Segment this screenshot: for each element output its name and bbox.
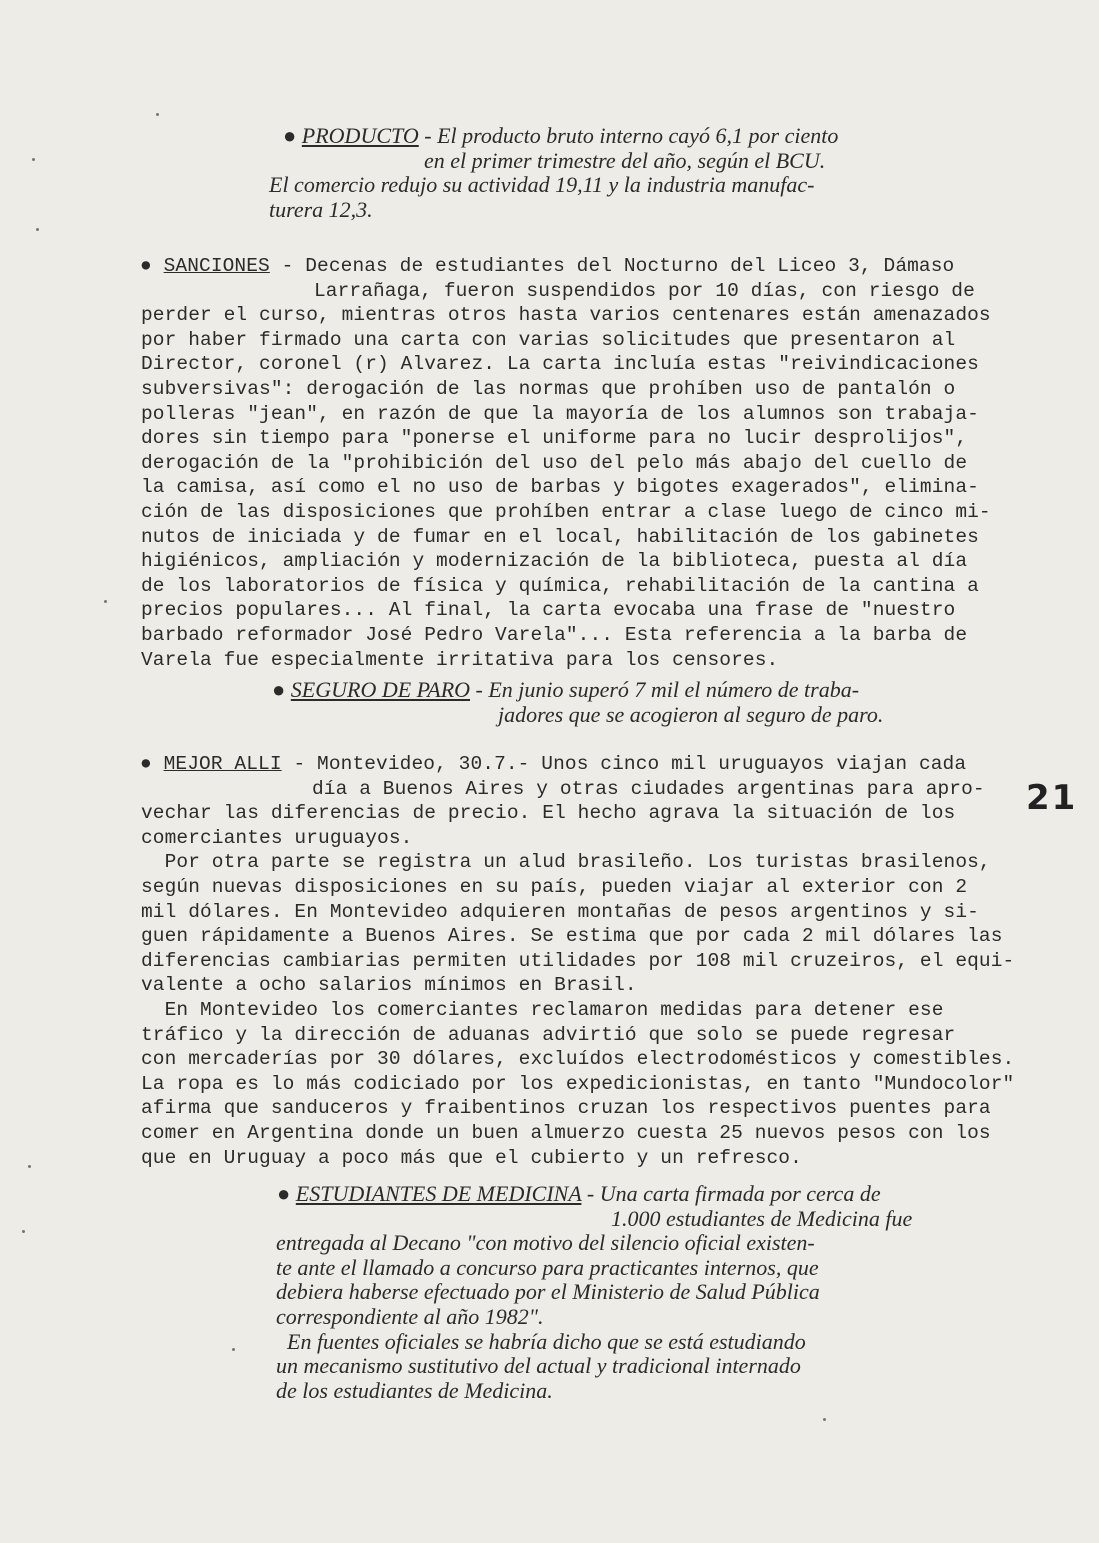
item-text-line: - El producto bruto interno cayó 6,1 por ciento bbox=[418, 123, 839, 148]
item-text-line: debiera haberse efectuado por el Ministerio de Salud Pública bbox=[276, 1279, 820, 1305]
item-text-line: comerciantes uruguayos. bbox=[141, 826, 413, 849]
scan-speck bbox=[32, 158, 35, 161]
item-text-line: un mecanismo sustitutivo del actual y tradicional internado bbox=[276, 1353, 801, 1379]
item-text-line: que en Uruguay a poco más que el cubierto y un refresco. bbox=[141, 1146, 802, 1169]
item-text-line: ción de las disposiciones que prohíben entrar a clase luego de cinco mi- bbox=[141, 500, 991, 523]
item-text-line: subversivas": derogación de las normas que prohíben uso de pantalón o bbox=[141, 377, 956, 400]
item-text-line: dores sin tiempo para "ponerse el uniforme para no lucir desprolijos", bbox=[141, 427, 968, 450]
item-text-line: - Montevideo, 30.7.- Unos cinco mil uruguayos viajan cada bbox=[281, 753, 967, 775]
scan-speck bbox=[156, 113, 159, 116]
bullet-icon: ● bbox=[272, 677, 291, 702]
scan-speck bbox=[104, 600, 107, 603]
item-text-line: entregada al Decano "con motivo del silencio oficial existen- bbox=[276, 1230, 815, 1256]
item-text-line: - Una carta firmada por cerca de bbox=[581, 1181, 881, 1206]
news-item-seguro-de-paro bbox=[0, 678, 883, 727]
item-text-line: nutos de iniciada y de fumar en el local, habilitación de los gabinetes bbox=[141, 525, 979, 548]
news-item-sanciones bbox=[0, 254, 991, 672]
item-text-line: en el primer trimestre del año, según el BCU. bbox=[424, 147, 826, 173]
item-text-line: derogación de la "prohibición del uso del pelo más abajo del cuello de bbox=[141, 451, 968, 474]
item-heading: SEGURO DE PARO bbox=[290, 677, 471, 702]
scan-speck bbox=[232, 1348, 235, 1351]
item-text-line: higiénicos, ampliación y modernización de la biblioteca, puesta al día bbox=[141, 550, 968, 573]
item-text-line: Director, coronel (r) Alvarez. La carta incluía estas "reivindicaciones bbox=[141, 353, 979, 376]
news-item-producto bbox=[0, 124, 838, 222]
item-heading: MEJOR ALLI bbox=[163, 753, 282, 775]
scan-speck bbox=[36, 228, 39, 231]
item-text-line: precios populares... Al final, la carta evocaba una frase de "nuestro bbox=[141, 599, 956, 622]
item-text-line: día a Buenos Aires y otras ciudades argentinas para apro- bbox=[312, 777, 985, 800]
item-text-line: diferencias cambiarias permiten utilidades por 108 mil cruzeiros, el equi- bbox=[141, 949, 1015, 972]
item-text-line: correspondiente al año 1982". bbox=[276, 1303, 544, 1329]
item-text-line: vechar las diferencias de precio. El hecho agrava la situación de los bbox=[141, 802, 956, 825]
item-text-line: La ropa es lo más codiciado por los expedicionistas, en tanto "Mundocolor" bbox=[141, 1072, 1015, 1095]
bullet-icon: ● bbox=[140, 753, 164, 775]
item-text-line: comer en Argentina donde un buen almuerzo cuesta 25 nuevos pesos con los bbox=[141, 1121, 991, 1144]
item-text-line: jadores que se acogieron al seguro de paro. bbox=[498, 701, 884, 727]
item-text-line: 1.000 estudiantes de Medicina fue bbox=[611, 1205, 913, 1231]
item-first-line bbox=[0, 678, 883, 703]
item-text-line: tráfico y la dirección de aduanas advirtió que solo se puede regresar bbox=[141, 1023, 956, 1046]
item-text-line: guen rápidamente a Buenos Aires. Se estima que por cada 2 mil dólares las bbox=[141, 925, 1003, 948]
item-text-line: En fuentes oficiales se habría dicho que se está estudiando bbox=[276, 1328, 806, 1354]
bullet-icon: ● bbox=[283, 123, 302, 148]
bullet-icon: ● bbox=[140, 255, 164, 277]
item-text-line: polleras "jean", en razón de que la mayoría de los alumnos son trabaja- bbox=[141, 402, 979, 425]
item-text-line: de los laboratorios de física y química, rehabilitación de la cantina a bbox=[141, 574, 979, 597]
item-text-line: El comercio redujo su actividad 19,11 y la industria manufac- bbox=[269, 172, 815, 198]
item-text-line: turera 12,3. bbox=[269, 196, 373, 222]
item-text-line: valente a ocho salarios mínimos en Brasil. bbox=[141, 974, 637, 997]
item-heading: ESTUDIANTES DE MEDICINA bbox=[295, 1181, 582, 1206]
item-text-line: Por otra parte se registra un alud brasileño. Los turistas brasilenos, bbox=[141, 851, 991, 874]
item-text-line: te ante el llamado a concurso para practicantes internos, que bbox=[276, 1254, 819, 1280]
news-item-mejor-alli bbox=[0, 752, 1014, 1170]
item-text-line: Larrañaga, fueron suspendidos por 10 días, con riesgo de bbox=[314, 279, 975, 302]
item-text-line: En Montevideo los comerciantes reclamaron medidas para detener ese bbox=[141, 998, 944, 1021]
item-heading: SANCIONES bbox=[163, 255, 270, 277]
scan-speck bbox=[22, 1230, 25, 1233]
item-first-line bbox=[0, 1182, 912, 1207]
item-text-line: mil dólares. En Montevideo adquieren montañas de pesos argentinos y si- bbox=[141, 900, 979, 923]
item-text-line: Varela fue especialmente irritativa para los censores. bbox=[141, 648, 779, 671]
item-text-line: de los estudiantes de Medicina. bbox=[276, 1377, 553, 1403]
item-heading: PRODUCTO bbox=[301, 123, 419, 148]
news-item-estudiantes-de-medicina bbox=[0, 1182, 912, 1403]
scan-speck bbox=[823, 1418, 826, 1421]
item-first-line bbox=[0, 254, 991, 279]
item-first-line bbox=[0, 752, 1014, 777]
page-number: 21 bbox=[1026, 778, 1078, 818]
item-text-line: con mercaderías por 30 dólares, excluídos electrodomésticos y comestibles. bbox=[141, 1048, 1015, 1071]
item-text-line: barbado reformador José Pedro Varela"... Esta referencia a la barba de bbox=[141, 623, 968, 646]
item-first-line bbox=[0, 124, 838, 149]
item-text-line: la camisa, así como el no uso de barbas y bigotes exagerados", elimina- bbox=[141, 476, 979, 499]
item-text-line: - Decenas de estudiantes del Nocturno del Liceo 3, Dámaso bbox=[269, 255, 955, 277]
item-text-line: por haber firmado una carta con varias solicitudes que presentaron al bbox=[141, 328, 956, 351]
item-text-line: - En junio superó 7 mil el número de traba- bbox=[470, 677, 860, 702]
scan-speck bbox=[28, 1165, 31, 1168]
item-text-line: afirma que sanduceros y fraibentinos cruzan los respectivos puentes para bbox=[141, 1097, 991, 1120]
bullet-icon: ● bbox=[277, 1181, 296, 1206]
item-text-line: según nuevas disposiciones en su país, pueden viajar al exterior con 2 bbox=[141, 875, 968, 898]
item-text-line: perder el curso, mientras otros hasta varios centenares están amenazados bbox=[141, 304, 991, 327]
